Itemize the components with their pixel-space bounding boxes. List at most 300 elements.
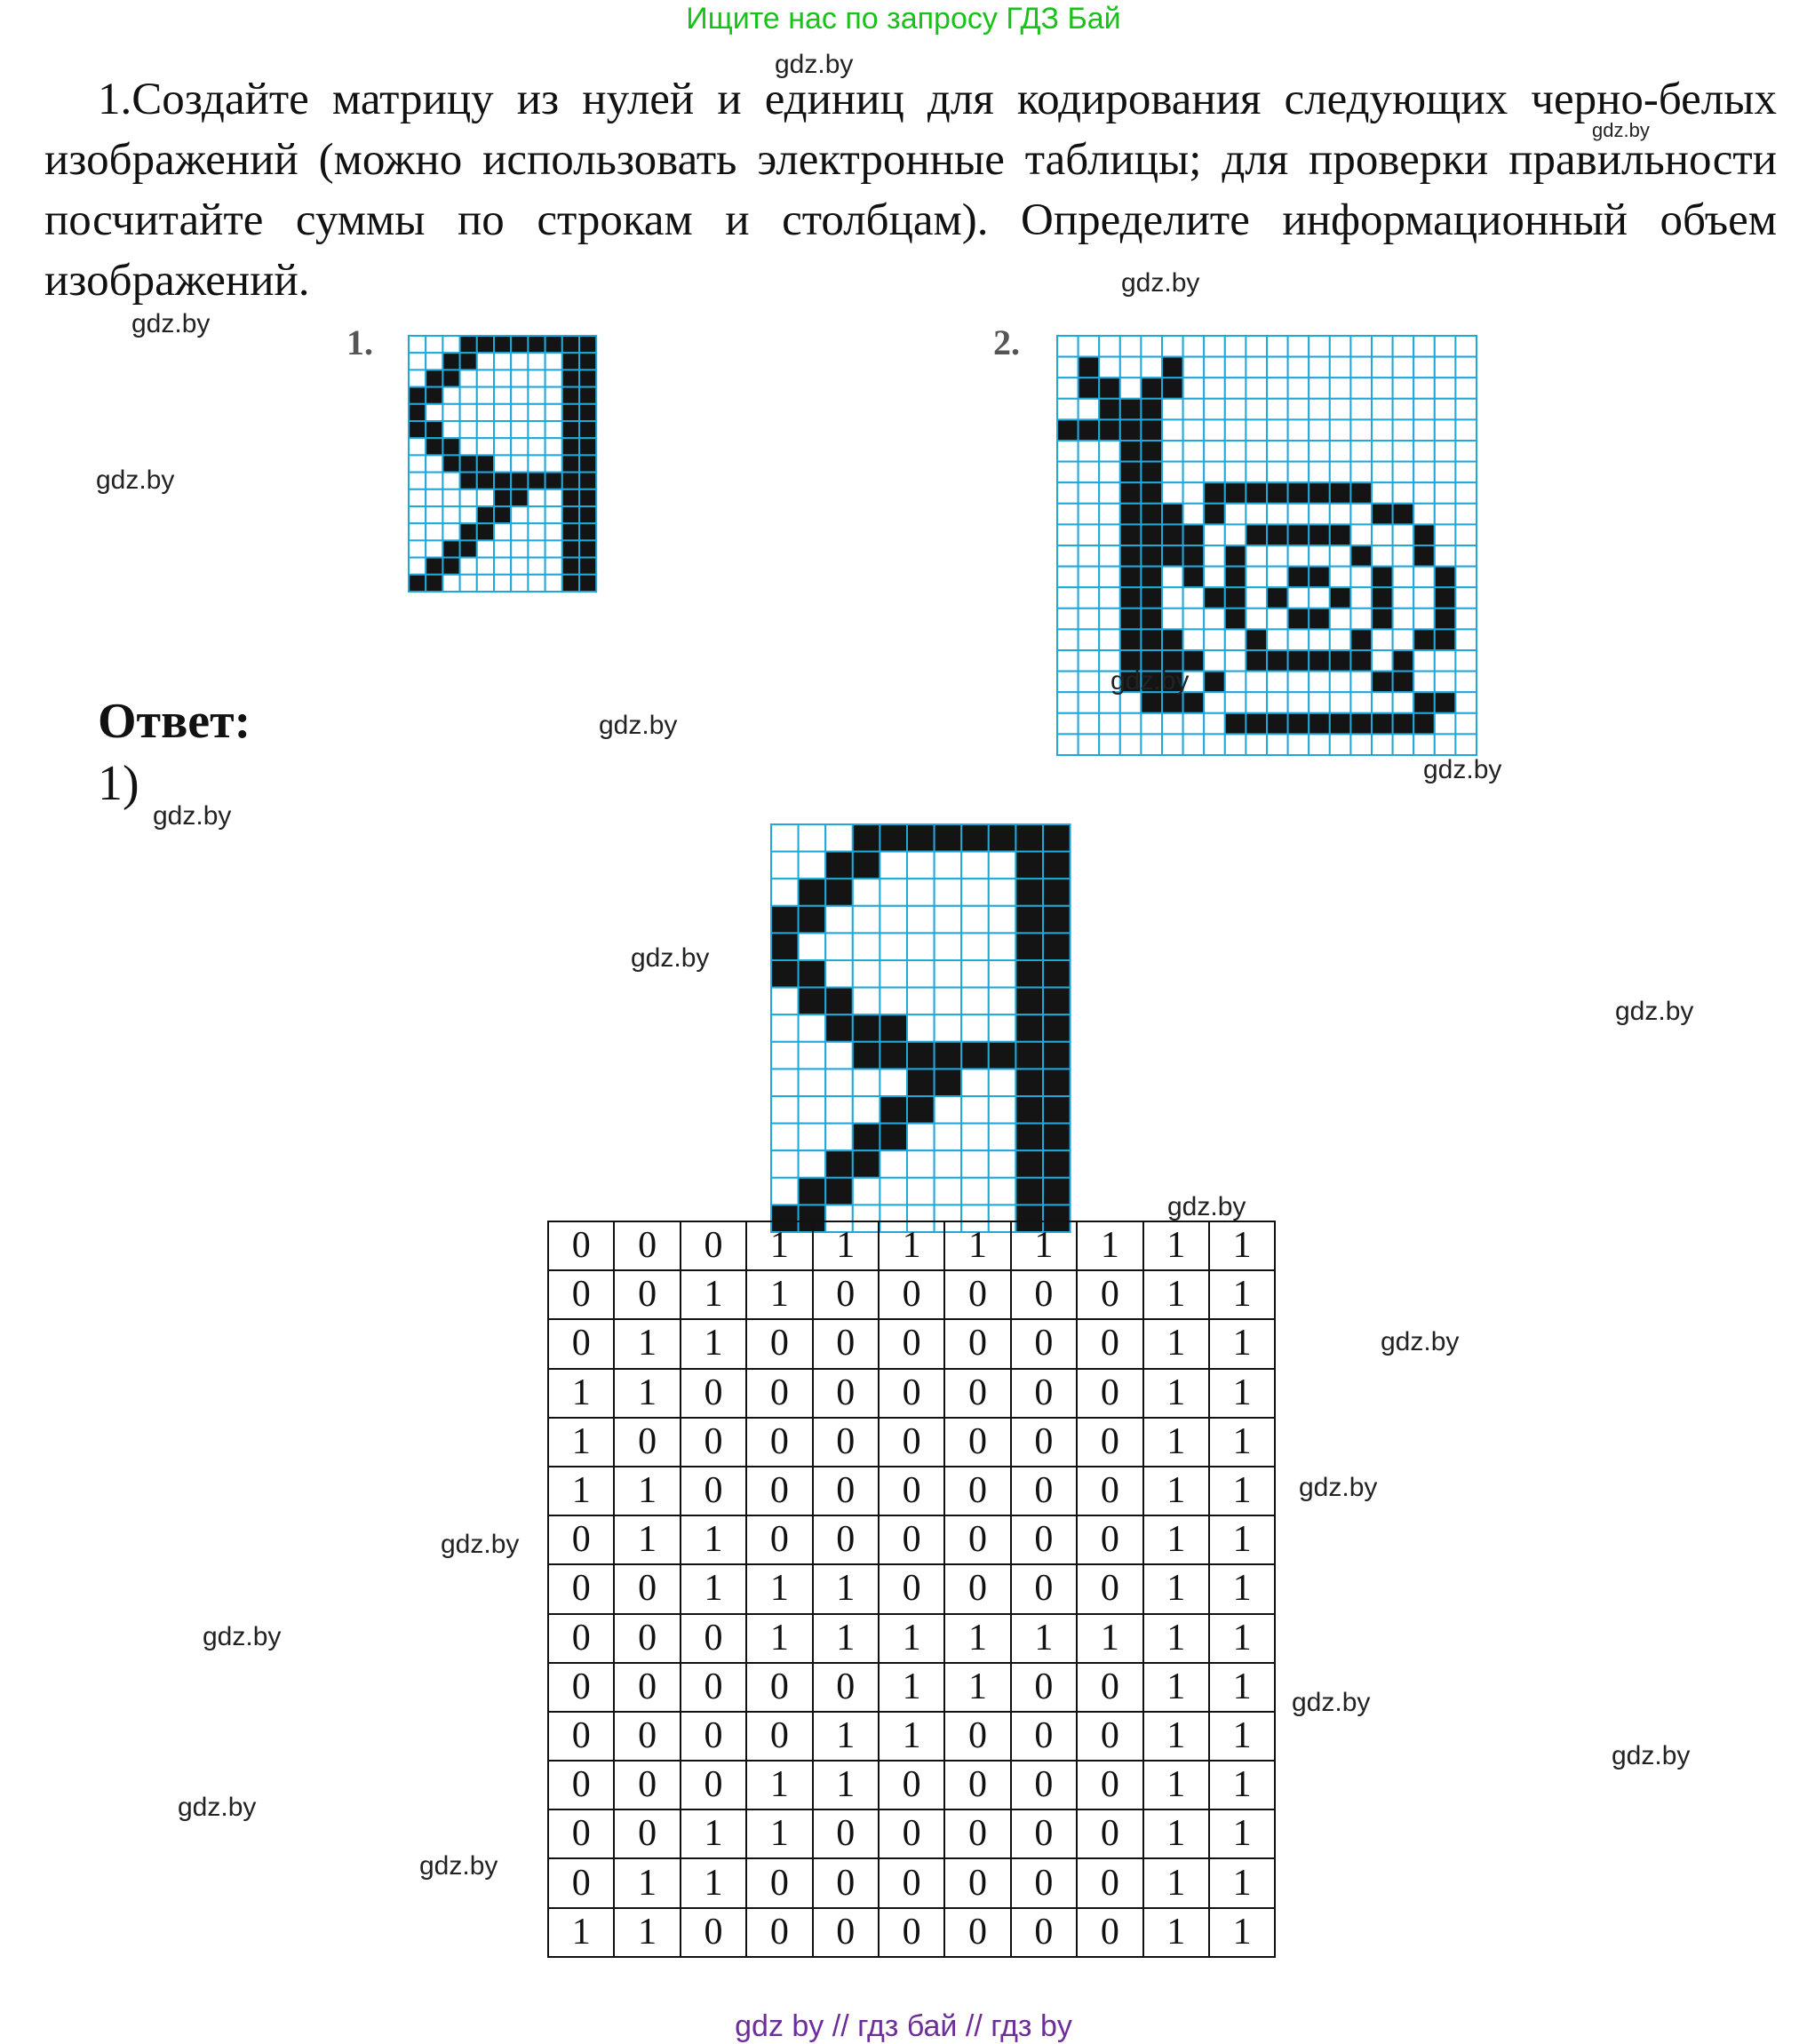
empty-cell	[1288, 672, 1309, 693]
filled-cell	[853, 852, 880, 879]
empty-cell	[1372, 462, 1393, 483]
empty-cell	[1372, 399, 1393, 420]
matrix-cell: 1	[813, 1614, 879, 1663]
empty-cell	[1393, 629, 1414, 650]
matrix-cell: 1	[879, 1221, 944, 1270]
filled-cell	[1141, 462, 1162, 483]
filled-cell	[579, 473, 596, 489]
footer-links[interactable]: gdz by // гдз бай // гдз by	[735, 2009, 1072, 2043]
empty-cell	[528, 558, 545, 575]
matrix-cell: 0	[548, 1564, 614, 1613]
empty-cell	[825, 960, 853, 988]
empty-cell	[1099, 482, 1120, 504]
empty-cell	[409, 336, 426, 353]
filled-cell	[1162, 524, 1183, 545]
empty-cell	[1204, 378, 1225, 399]
empty-cell	[961, 933, 989, 960]
empty-cell	[961, 988, 989, 1015]
empty-cell	[528, 387, 545, 404]
empty-cell	[1099, 441, 1120, 462]
empty-cell	[528, 404, 545, 421]
empty-cell	[1057, 399, 1079, 420]
matrix-cell: 0	[813, 1270, 879, 1319]
matrix-cell: 0	[548, 1515, 614, 1564]
empty-cell	[1435, 399, 1456, 420]
empty-cell	[1141, 713, 1162, 735]
watermark: gdz.by	[203, 1622, 282, 1651]
matrix-cell: 0	[1077, 1712, 1142, 1761]
filled-cell	[477, 336, 494, 353]
matrix-cell: 0	[1077, 1809, 1142, 1858]
answer-label: Ответ:	[98, 694, 251, 749]
matrix-cell: 0	[1011, 1418, 1077, 1467]
filled-cell	[426, 558, 442, 575]
filled-cell	[1162, 545, 1183, 567]
empty-cell	[1330, 567, 1351, 588]
empty-cell	[1372, 336, 1393, 357]
matrix-cell: 1	[681, 1515, 746, 1564]
matrix-cell: 0	[879, 1858, 944, 1907]
matrix-cell: 1	[746, 1221, 812, 1270]
filled-cell	[562, 489, 579, 506]
empty-cell	[511, 506, 528, 523]
matrix-cell: 1	[944, 1614, 1010, 1663]
watermark: gdz.by	[178, 1793, 257, 1822]
filled-cell	[907, 824, 935, 852]
empty-cell	[1246, 399, 1267, 420]
filled-cell	[825, 988, 853, 1015]
empty-cell	[1057, 713, 1079, 735]
empty-cell	[1455, 357, 1477, 378]
watermark: gdz.by	[1615, 997, 1694, 1026]
watermark: gdz.by	[1612, 1741, 1691, 1770]
empty-cell	[1413, 650, 1435, 672]
empty-cell	[545, 438, 562, 455]
empty-cell	[935, 1014, 962, 1042]
empty-cell	[907, 988, 935, 1015]
filled-cell	[562, 523, 579, 540]
empty-cell	[1435, 524, 1456, 545]
matrix-cell: 1	[1143, 1418, 1209, 1467]
filled-cell	[1099, 399, 1120, 420]
empty-cell	[1435, 357, 1456, 378]
empty-cell	[1079, 482, 1100, 504]
empty-cell	[771, 1124, 799, 1151]
empty-cell	[1120, 734, 1142, 755]
empty-cell	[442, 421, 459, 438]
matrix-cell: 1	[1143, 1858, 1209, 1907]
empty-cell	[799, 852, 826, 879]
matrix-cell: 0	[614, 1564, 680, 1613]
empty-cell	[545, 421, 562, 438]
empty-cell	[477, 421, 494, 438]
empty-cell	[799, 1042, 826, 1070]
empty-cell	[1057, 462, 1079, 483]
filled-cell	[426, 438, 442, 455]
matrix-cell: 0	[681, 1761, 746, 1809]
filled-cell	[562, 370, 579, 386]
matrix-cell: 1	[681, 1564, 746, 1613]
empty-cell	[1204, 692, 1225, 713]
matrix-cell: 1	[681, 1270, 746, 1319]
filled-cell	[1015, 1042, 1043, 1070]
empty-cell	[1204, 734, 1225, 755]
empty-cell	[1267, 336, 1288, 357]
empty-cell	[1309, 545, 1330, 567]
empty-cell	[1183, 504, 1205, 525]
filled-cell	[853, 1042, 880, 1070]
empty-cell	[1225, 419, 1246, 441]
matrix-cell: 1	[548, 1467, 614, 1515]
filled-cell	[1267, 524, 1288, 545]
filled-cell	[799, 960, 826, 988]
empty-cell	[1372, 629, 1393, 650]
empty-cell	[1350, 336, 1372, 357]
filled-cell	[1288, 524, 1309, 545]
empty-cell	[1288, 587, 1309, 608]
filled-cell	[1099, 378, 1120, 399]
empty-cell	[1288, 462, 1309, 483]
empty-cell	[1350, 419, 1372, 441]
filled-cell	[1350, 545, 1372, 567]
matrix-cell: 1	[548, 1369, 614, 1418]
empty-cell	[426, 523, 442, 540]
empty-cell	[935, 1096, 962, 1124]
empty-cell	[409, 523, 426, 540]
empty-cell	[545, 353, 562, 370]
matrix-cell: 1	[879, 1712, 944, 1761]
filled-cell	[1246, 482, 1267, 504]
filled-cell	[1372, 504, 1393, 525]
filled-cell	[853, 1150, 880, 1178]
filled-cell	[1120, 545, 1142, 567]
empty-cell	[1246, 357, 1267, 378]
empty-cell	[1183, 482, 1205, 504]
filled-cell	[1413, 629, 1435, 650]
search-banner[interactable]: Ищите нас по запросу ГДЗ Бай	[686, 2, 1121, 36]
matrix-cell: 1	[813, 1221, 879, 1270]
matrix-cell: 1	[1209, 1418, 1275, 1467]
matrix-cell: 0	[614, 1221, 680, 1270]
matrix-cell: 1	[1209, 1319, 1275, 1368]
empty-cell	[1435, 713, 1456, 735]
matrix-cell: 0	[614, 1270, 680, 1319]
filled-cell	[1393, 650, 1414, 672]
filled-cell	[1330, 713, 1351, 735]
empty-cell	[771, 824, 799, 852]
empty-cell	[771, 1014, 799, 1042]
empty-cell	[1288, 336, 1309, 357]
empty-cell	[1455, 524, 1477, 545]
empty-cell	[1225, 672, 1246, 693]
filled-cell	[562, 438, 579, 455]
empty-cell	[907, 960, 935, 988]
empty-cell	[961, 906, 989, 934]
empty-cell	[1330, 608, 1351, 630]
matrix-cell: 0	[879, 1270, 944, 1319]
matrix-cell: 1	[1209, 1221, 1275, 1270]
empty-cell	[935, 1178, 962, 1205]
matrix-cell: 0	[813, 1858, 879, 1907]
empty-cell	[494, 455, 511, 472]
empty-cell	[494, 421, 511, 438]
empty-cell	[1455, 336, 1477, 357]
matrix-cell: 0	[813, 1663, 879, 1712]
filled-cell	[799, 906, 826, 934]
matrix-cell: 0	[614, 1712, 680, 1761]
empty-cell	[1246, 441, 1267, 462]
matrix-cell: 0	[746, 1908, 812, 1957]
filled-cell	[1288, 608, 1309, 630]
empty-cell	[528, 506, 545, 523]
empty-cell	[1057, 545, 1079, 567]
filled-cell	[494, 473, 511, 489]
filled-cell	[1267, 650, 1288, 672]
empty-cell	[1162, 441, 1183, 462]
empty-cell	[409, 489, 426, 506]
empty-cell	[1455, 545, 1477, 567]
matrix-cell: 0	[1011, 1809, 1077, 1858]
empty-cell	[1246, 692, 1267, 713]
empty-cell	[1435, 378, 1456, 399]
filled-cell	[579, 558, 596, 575]
empty-cell	[494, 353, 511, 370]
filled-cell	[477, 473, 494, 489]
filled-cell	[409, 421, 426, 438]
empty-cell	[1267, 734, 1288, 755]
matrix-cell: 0	[614, 1761, 680, 1809]
matrix-cell: 1	[1209, 1908, 1275, 1957]
empty-cell	[1057, 482, 1079, 504]
filled-cell	[1225, 482, 1246, 504]
filled-cell	[494, 506, 511, 523]
task-text: 1.Создайте матрицу из нулей и единиц для кодирования следующих черно-белых изображений (можно использовать электронные таблицы; для проверки правильности посчитайте суммы по строкам и столбцам). Определите информационный объем изображений.	[44, 75, 1777, 306]
matrix-cell: 0	[681, 1369, 746, 1418]
matrix-cell: 0	[681, 1467, 746, 1515]
empty-cell	[1309, 734, 1330, 755]
empty-cell	[1079, 734, 1100, 755]
empty-cell	[1455, 482, 1477, 504]
matrix-cell: 0	[813, 1319, 879, 1368]
empty-cell	[1183, 629, 1205, 650]
empty-cell	[1099, 336, 1120, 357]
empty-cell	[1057, 441, 1079, 462]
matrix-cell: 0	[1077, 1369, 1142, 1418]
matrix-cell: 0	[1011, 1663, 1077, 1712]
matrix-cell: 0	[746, 1418, 812, 1467]
filled-cell	[511, 473, 528, 489]
empty-cell	[1204, 608, 1225, 630]
filled-cell	[1330, 650, 1351, 672]
empty-cell	[1413, 567, 1435, 588]
matrix-cell: 0	[879, 1467, 944, 1515]
empty-cell	[1246, 419, 1267, 441]
empty-cell	[799, 824, 826, 852]
empty-cell	[1288, 419, 1309, 441]
empty-cell	[409, 473, 426, 489]
filled-cell	[1288, 567, 1309, 588]
empty-cell	[1309, 462, 1330, 483]
empty-cell	[426, 506, 442, 523]
empty-cell	[1455, 650, 1477, 672]
filled-cell	[1393, 672, 1414, 693]
matrix-cell: 0	[879, 1564, 944, 1613]
filled-cell	[1141, 608, 1162, 630]
empty-cell	[426, 540, 442, 557]
empty-cell	[989, 960, 1016, 988]
empty-cell	[1455, 378, 1477, 399]
empty-cell	[880, 960, 907, 988]
filled-cell	[579, 523, 596, 540]
empty-cell	[961, 1069, 989, 1096]
empty-cell	[511, 523, 528, 540]
filled-cell	[528, 473, 545, 489]
empty-cell	[1162, 713, 1183, 735]
figure-2-label: 2.	[993, 322, 1020, 362]
empty-cell	[1455, 608, 1477, 630]
empty-cell	[771, 1096, 799, 1124]
empty-cell	[1455, 713, 1477, 735]
filled-cell	[825, 852, 853, 879]
empty-cell	[1267, 692, 1288, 713]
empty-cell	[442, 575, 459, 592]
empty-cell	[1330, 734, 1351, 755]
empty-cell	[1330, 672, 1351, 693]
figure-1-label: 1.	[346, 322, 373, 362]
empty-cell	[1330, 336, 1351, 357]
filled-cell	[1015, 906, 1043, 934]
empty-cell	[1225, 357, 1246, 378]
empty-cell	[511, 387, 528, 404]
empty-cell	[460, 438, 477, 455]
filled-cell	[1043, 824, 1071, 852]
empty-cell	[1162, 734, 1183, 755]
matrix-cell: 0	[681, 1418, 746, 1467]
matrix-cell: 0	[548, 1270, 614, 1319]
filled-cell	[853, 824, 880, 852]
matrix-cell: 1	[1209, 1712, 1275, 1761]
filled-cell	[1309, 567, 1330, 588]
empty-cell	[1246, 587, 1267, 608]
empty-cell	[1455, 419, 1477, 441]
filled-cell	[1043, 1042, 1071, 1070]
empty-cell	[1057, 608, 1079, 630]
empty-cell	[442, 404, 459, 421]
empty-cell	[1246, 567, 1267, 588]
empty-cell	[1204, 419, 1225, 441]
watermark: gdz.by	[419, 1851, 498, 1881]
filled-cell	[442, 370, 459, 386]
matrix-cell: 1	[1209, 1515, 1275, 1564]
filled-cell	[562, 558, 579, 575]
empty-cell	[1455, 672, 1477, 693]
empty-cell	[1120, 378, 1142, 399]
matrix-cell: 0	[879, 1809, 944, 1858]
watermark: gdz.by	[775, 50, 854, 79]
matrix-cell: 0	[944, 1761, 1010, 1809]
filled-cell	[460, 473, 477, 489]
empty-cell	[1330, 399, 1351, 420]
empty-cell	[1246, 378, 1267, 399]
empty-cell	[1393, 567, 1414, 588]
filled-cell	[477, 455, 494, 472]
filled-cell	[1043, 879, 1071, 906]
empty-cell	[477, 353, 494, 370]
empty-cell	[1413, 734, 1435, 755]
empty-cell	[771, 1042, 799, 1070]
empty-cell	[1309, 504, 1330, 525]
empty-cell	[1413, 482, 1435, 504]
empty-cell	[771, 988, 799, 1015]
empty-cell	[1435, 650, 1456, 672]
empty-cell	[1393, 524, 1414, 545]
empty-cell	[1225, 650, 1246, 672]
filled-cell	[907, 1096, 935, 1124]
filled-cell	[880, 1124, 907, 1151]
matrix-row	[548, 1319, 1275, 1368]
empty-cell	[1162, 399, 1183, 420]
filled-cell	[1393, 713, 1414, 735]
matrix-cell: 1	[614, 1319, 680, 1368]
empty-cell	[1393, 441, 1414, 462]
matrix-cell: 0	[944, 1467, 1010, 1515]
empty-cell	[907, 1150, 935, 1178]
empty-cell	[1330, 441, 1351, 462]
empty-cell	[853, 1069, 880, 1096]
filled-cell	[907, 1042, 935, 1070]
filled-cell	[1141, 545, 1162, 567]
empty-cell	[880, 1178, 907, 1205]
filled-cell	[1372, 672, 1393, 693]
filled-cell	[579, 353, 596, 370]
empty-cell	[1267, 567, 1288, 588]
empty-cell	[511, 370, 528, 386]
empty-cell	[1372, 441, 1393, 462]
empty-cell	[853, 1096, 880, 1124]
filled-cell	[853, 1014, 880, 1042]
matrix-cell: 1	[1209, 1858, 1275, 1907]
empty-cell	[442, 336, 459, 353]
empty-cell	[1455, 629, 1477, 650]
empty-cell	[1183, 399, 1205, 420]
empty-cell	[1372, 692, 1393, 713]
filled-cell	[1309, 608, 1330, 630]
empty-cell	[1413, 399, 1435, 420]
empty-cell	[1309, 692, 1330, 713]
empty-cell	[853, 906, 880, 934]
filled-cell	[1413, 692, 1435, 713]
empty-cell	[880, 1069, 907, 1096]
matrix-cell: 1	[1143, 1809, 1209, 1858]
empty-cell	[1372, 545, 1393, 567]
empty-cell	[1435, 545, 1456, 567]
matrix-cell: 1	[1209, 1270, 1275, 1319]
empty-cell	[1372, 734, 1393, 755]
empty-cell	[460, 506, 477, 523]
empty-cell	[825, 824, 853, 852]
empty-cell	[1057, 692, 1079, 713]
empty-cell	[1393, 419, 1414, 441]
filled-cell	[1079, 419, 1100, 441]
matrix-cell: 0	[813, 1908, 879, 1957]
watermark: gdz.by	[1110, 666, 1190, 696]
matrix-cell: 0	[1011, 1467, 1077, 1515]
empty-cell	[1435, 336, 1456, 357]
empty-cell	[1455, 399, 1477, 420]
matrix-cell: 0	[813, 1515, 879, 1564]
matrix-cell: 1	[614, 1908, 680, 1957]
empty-cell	[1246, 734, 1267, 755]
